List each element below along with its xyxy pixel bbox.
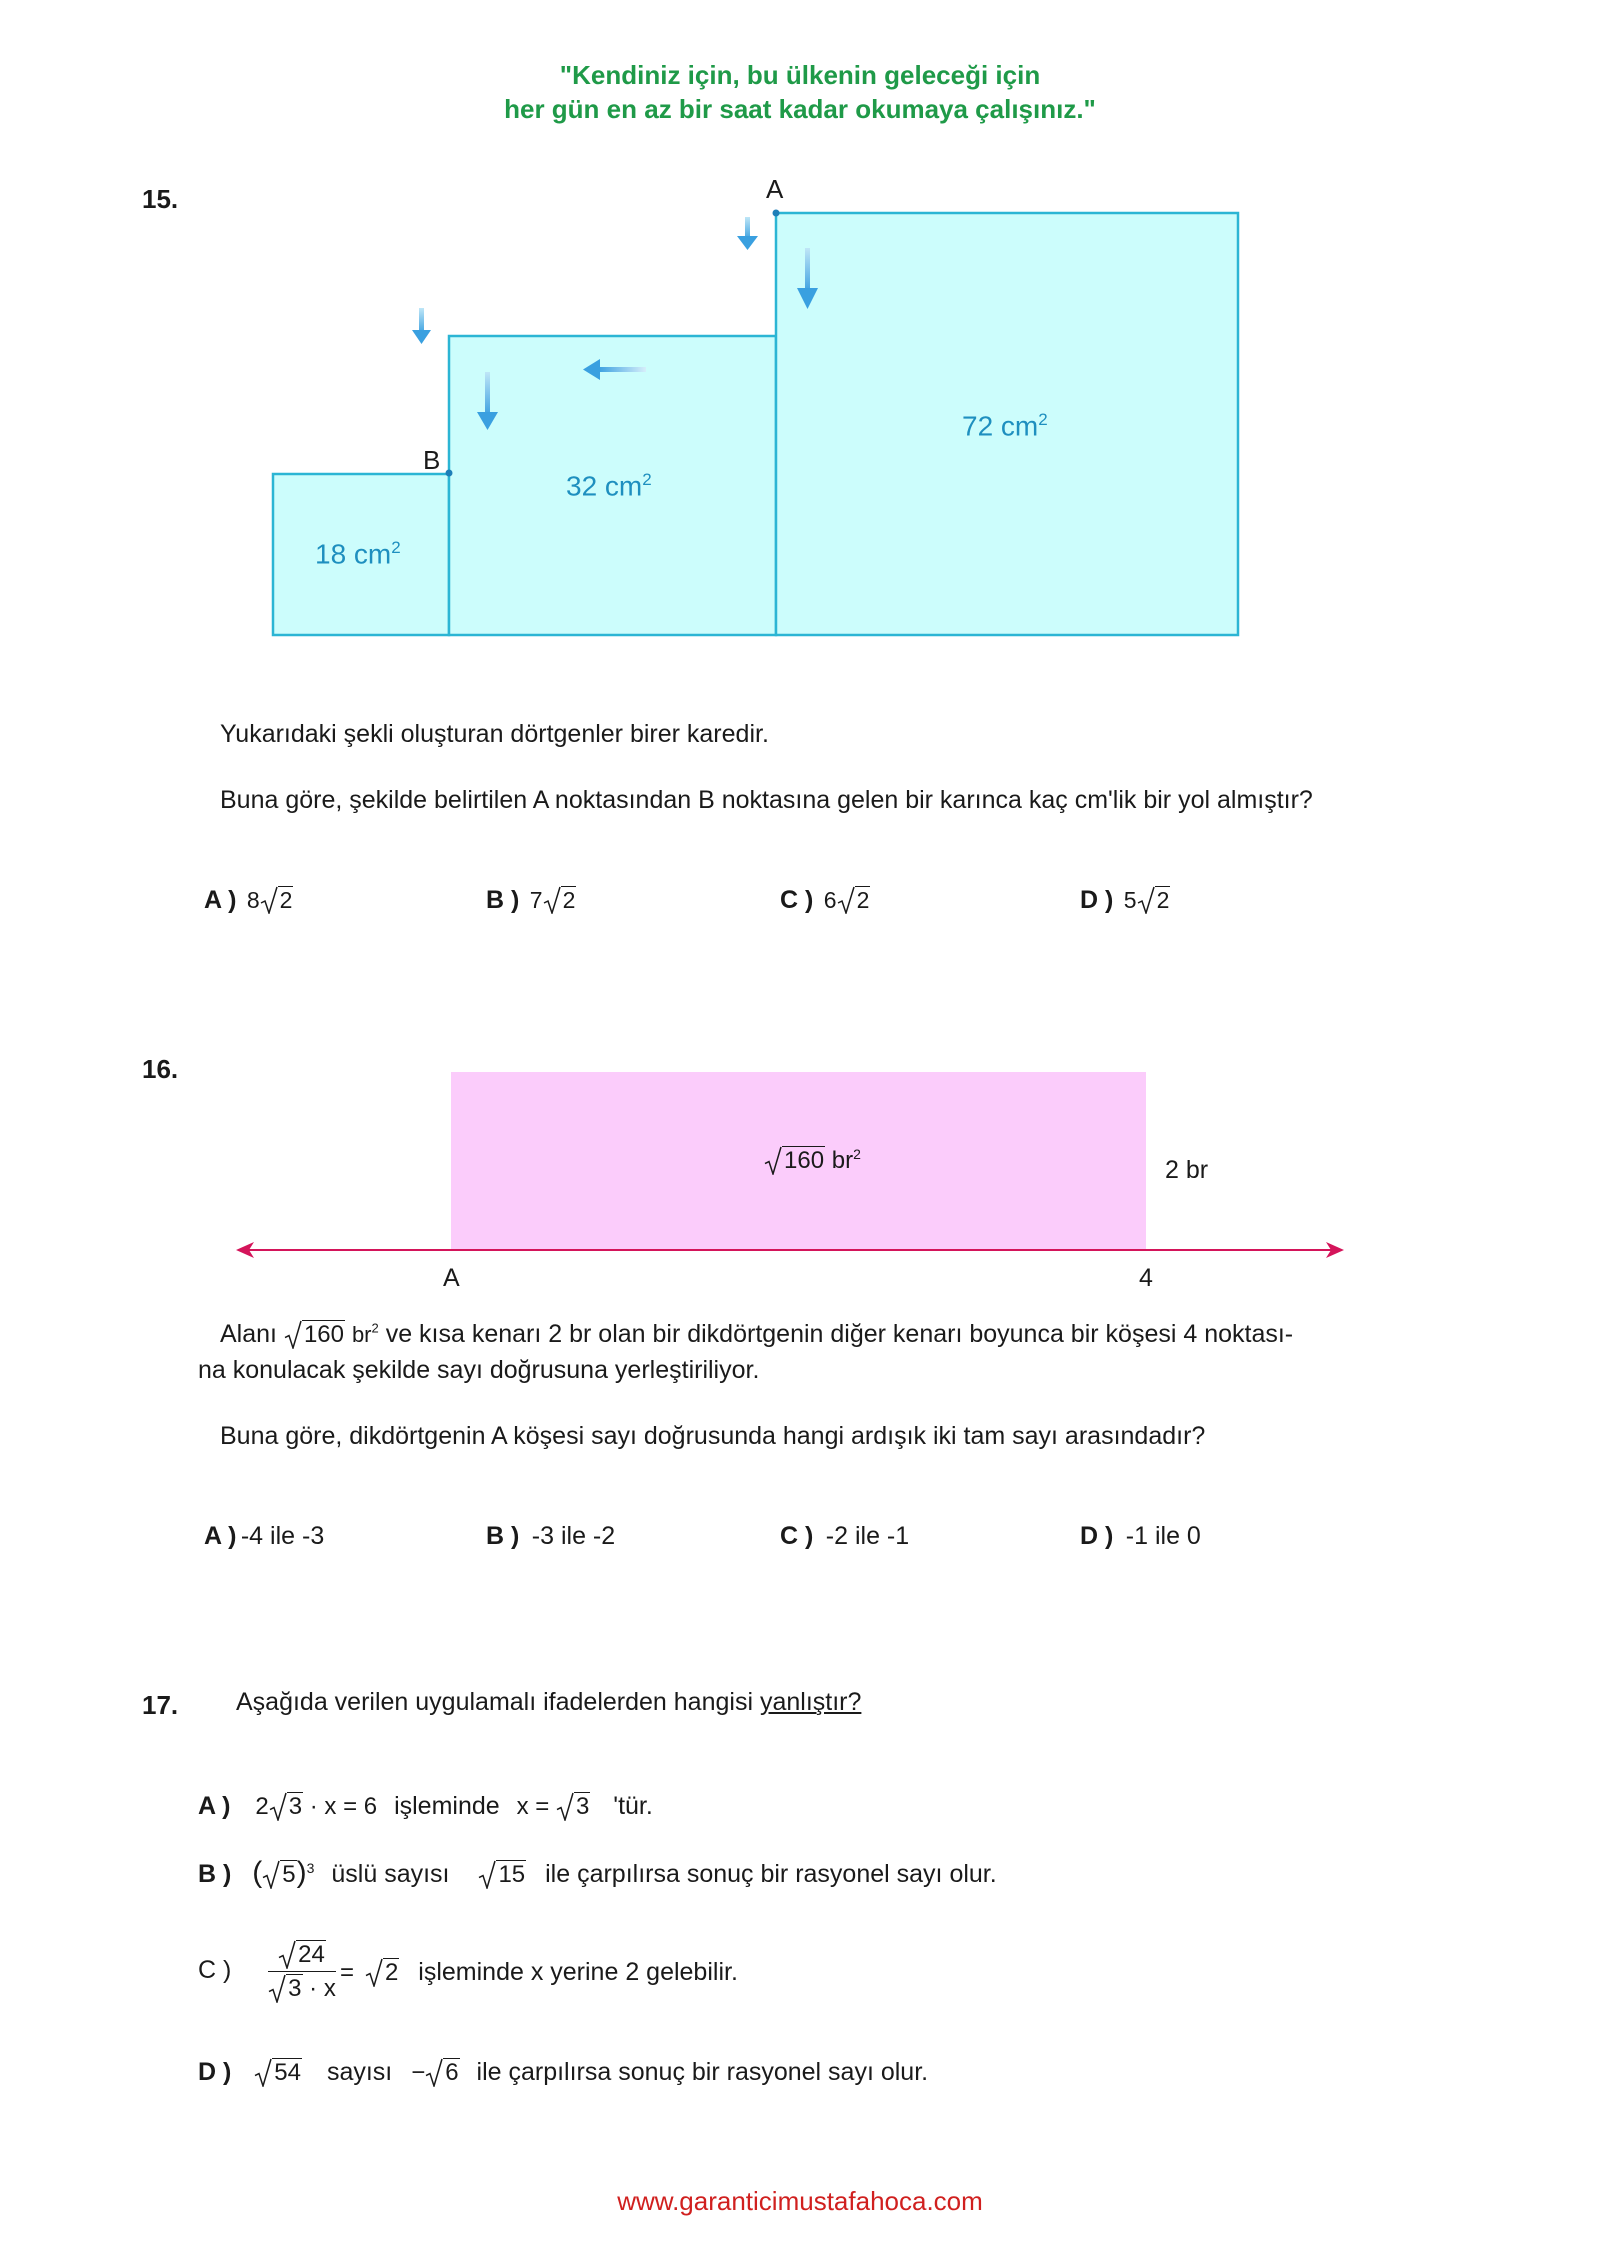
header-quote-line1: "Kendiniz için, bu ülkenin geleceği için (559, 60, 1041, 90)
q15-option-d[interactable]: D ) 5 2 (1080, 886, 1170, 914)
question-17-number: 17. (142, 1690, 179, 1720)
q15-option-a[interactable]: A ) 8 2 (204, 886, 293, 914)
footer-url[interactable]: www.garanticimustafahoca.com (617, 2186, 983, 2216)
question-16-text-2: na konulacak şekilde sayı doğrusuna yerleştiriliyor. (198, 1356, 760, 1384)
question-16-text-3: Buna göre, dikdörtgenin A köşesi sayı doğrusunda hangi ardışık iki tam sayı arasındadır? (220, 1422, 1206, 1450)
q15-option-c[interactable]: C ) 6 2 (780, 886, 870, 914)
question-15-text-2: Buna göre, şekilde belirtilen A noktasından B noktasına gelen bir karınca kaç cm'lik bir yol almıştır? (220, 786, 1313, 814)
question-16-text-1: Alanı 160 $br^2$ ve kısa kenarı 2 br olan bir dikdörtgenin diğer kenarı boyunca bir köşesi 4 noktası- (220, 1320, 1294, 1348)
question-15-number: 15. (142, 184, 179, 214)
point-b-dot (446, 470, 453, 477)
q16-option-a[interactable]: A ) -4 ile -3 (204, 1522, 325, 1550)
q16-option-d[interactable]: D ) -1 ile 0 (1080, 1522, 1201, 1550)
q17-option-b[interactable]: B ) ( 5)$^3$ üslü sayısı 15 ile çarpılırsa sonuç bir rasyonel sayı olur. (198, 1856, 997, 1889)
area-small-label: 18 $cm^2$ (315, 538, 401, 570)
question-17-stem: Aşağıda verilen uygulamalı ifadelerden hangisi yanlıştır? (236, 1688, 862, 1716)
point-a-label: A (766, 174, 784, 204)
q17-option-c-letter[interactable]: C ) (198, 1956, 232, 1984)
arrow-down-icon (737, 217, 758, 250)
q17-option-c-rest: = 2 işleminde x yerine 2 gelebilir. (340, 1958, 738, 1986)
rectangle-area-label: 160 $br^2$ (764, 1146, 861, 1175)
q16-option-b[interactable]: B ) -3 ile -2 (486, 1522, 616, 1550)
area-mid-label: 32 $cm^2$ (566, 470, 652, 502)
q16-option-c[interactable]: C ) -2 ile -1 (780, 1522, 910, 1550)
q17-option-a[interactable]: A ) 2 3 · x = 6 işleminde x = 3 'tür. (198, 1792, 653, 1820)
q17-option-c-fraction: 24 3 · x (268, 1940, 336, 2003)
question-16-number: 16. (142, 1054, 179, 1084)
question-15-text-1: Yukarıdaki şekli oluşturan dörtgenler birer karedir. (220, 720, 769, 748)
rectangle-side-label: 2 br (1165, 1156, 1209, 1184)
q17-option-d[interactable]: D ) 54 sayısı − 6 ile çarpılırsa sonuç bir rasyonel sayı olur. (198, 2058, 929, 2086)
number-line-point-a: A (443, 1264, 460, 1292)
point-a-dot (773, 210, 780, 217)
q15-option-b[interactable]: B ) 7 2 (486, 886, 576, 914)
area-large-label: 72 $cm^2$ (962, 410, 1048, 442)
arrow-down-icon (412, 308, 431, 344)
point-b-label: B (423, 445, 441, 475)
number-line-point-4: 4 (1139, 1264, 1153, 1292)
header-quote-line2: her gün en az bir saat kadar okumaya çalışınız." (504, 94, 1096, 124)
